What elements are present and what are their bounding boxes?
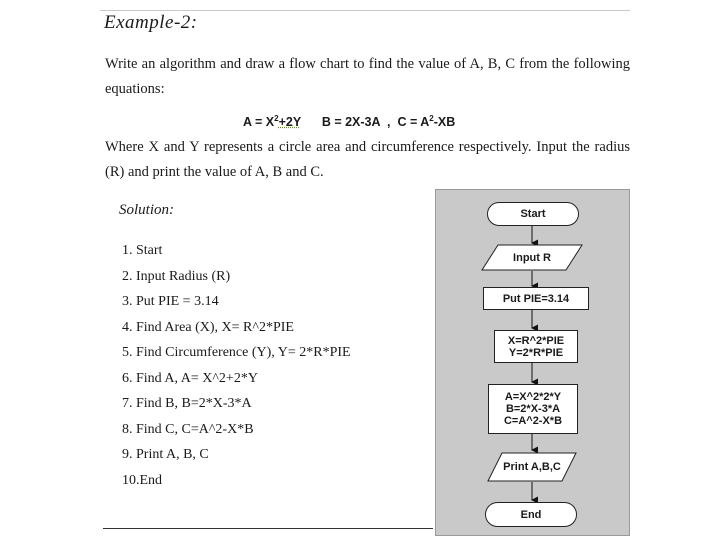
- top-divider: [100, 10, 630, 11]
- solution-label: Solution:: [119, 202, 174, 218]
- flowchart-connectors: [436, 190, 631, 537]
- flowchart: [435, 189, 630, 536]
- start-terminal: Start: [487, 202, 579, 226]
- algorithm-step: 1. Start: [122, 243, 163, 258]
- algorithm-step: 5. Find Circumference (Y), Y= 2*R*PIE: [122, 345, 351, 360]
- algorithm-step: 2. Input Radius (R): [122, 268, 231, 284]
- algorithm-step: 4. Find Area (X), X= R^2*PIE: [122, 319, 294, 335]
- eq-b: B = 2X-3A ,: [321, 115, 391, 130]
- eq-c-sup: 2: [429, 114, 434, 123]
- problem-description: Where X and Y represents a circle area and circumference respectively. Input the radius (R) and print the value of A, B and C.: [105, 139, 630, 180]
- algorithm-step: 3. Put PIE = 3.14: [122, 294, 219, 309]
- algorithm-step: 7. Find B, B=2*X-3*A: [122, 396, 252, 411]
- eq-c-start: C = A: [397, 115, 430, 130]
- compute-xy-process: X=R^2*PIE Y=2*R*PIE: [494, 330, 578, 363]
- compute-abc-process: A=X^2*2*Y B=2*X-3*A C=A^2-X*B: [488, 384, 578, 434]
- input-node-label: Input R: [513, 251, 551, 264]
- algorithm-steps: [122, 243, 351, 498]
- equations-line: [243, 114, 455, 129]
- problem-statement: Write an algorithm and draw a flow chart to find the value of A, B, C from the following equations:: [105, 56, 630, 97]
- bottom-divider: [103, 528, 433, 529]
- eq-a-start: A = X: [243, 115, 275, 130]
- input-node: [482, 245, 582, 270]
- algorithm-step: 10.End: [122, 472, 163, 488]
- put-pie-process: Put PIE=3.14: [483, 287, 589, 310]
- print-node: [488, 453, 576, 481]
- example-title: Example-2:: [104, 12, 198, 33]
- eq-a-rest: +2Y: [278, 115, 301, 130]
- print-node-label: Print A,B,C: [503, 461, 561, 473]
- algorithm-step: 8. Find C, C=A^2-X*B: [122, 421, 254, 437]
- end-terminal: End: [485, 502, 577, 527]
- algorithm-step: 9. Print A, B, C: [122, 447, 209, 462]
- eq-a-sup: 2: [274, 114, 279, 123]
- algorithm-step: 6. Find A, A= X^2+2*Y: [122, 370, 258, 386]
- eq-c-rest: -XB: [433, 115, 456, 130]
